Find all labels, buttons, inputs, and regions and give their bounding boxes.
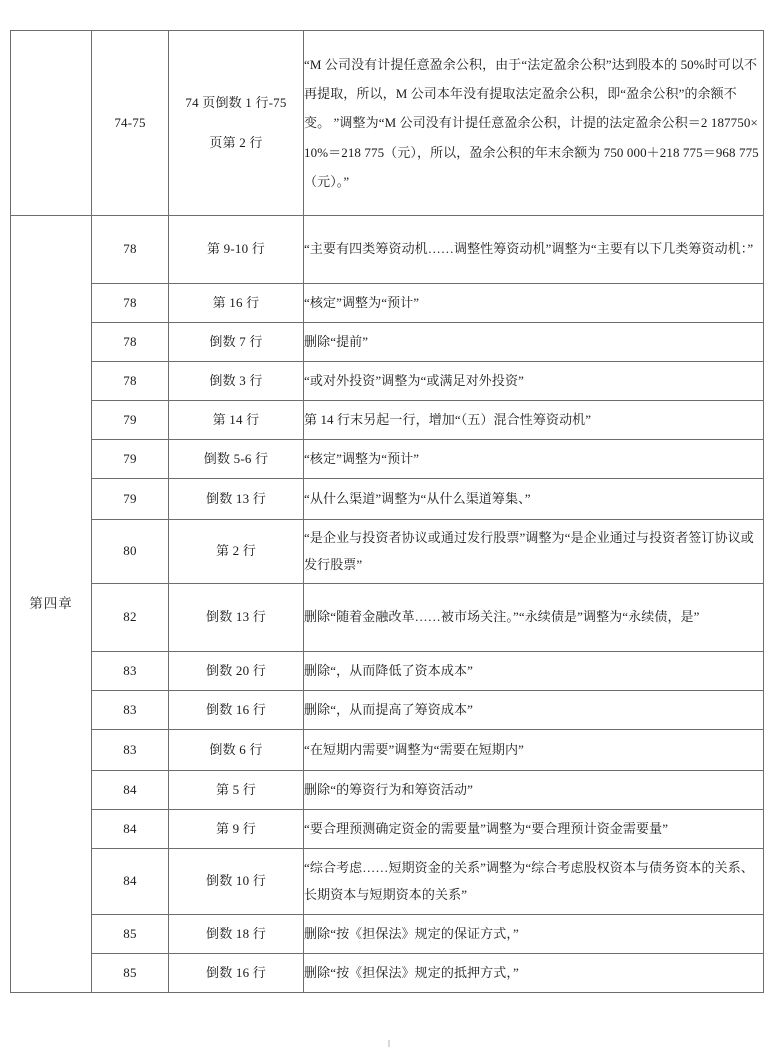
cell-page: 74-75 [92,31,169,216]
cell-line: 倒数 16 行 [169,954,304,993]
table-row [11,691,764,730]
cell-page: 78 [92,216,169,284]
table-row [11,284,764,323]
cell-line: 倒数 10 行 [169,849,304,915]
cell-page: 84 [92,849,169,915]
errata-table [10,30,764,993]
cell-content: 删除“按《担保法》规定的保证方式，” [304,915,764,954]
cell-page: 85 [92,915,169,954]
page-bottom-mark [388,1040,390,1047]
cell-page: 83 [92,730,169,771]
table-row [11,954,764,993]
cell-line: 第 5 行 [169,771,304,810]
cell-line: 倒数 3 行 [169,362,304,401]
cell-content: 删除“，从而降低了资本成本” [304,652,764,691]
cell-line: 倒数 13 行 [169,479,304,520]
cell-content: “M 公司没有计提任意盈余公积，由于“法定盈余公积”达到股本的 50%时可以不再提取，所以，M 公司本年没有提取法定盈余公积，即“盈余公积”的余额不变。 ”调整为“M 公司没有计提任意盈余公积，计提的法定盈余公积＝2 187750×10%＝218 775（元），所以，盈余公积的年末余额为 750 000＋218 775＝968 775（元）。” [304,31,764,216]
cell-page: 84 [92,771,169,810]
cell-page: 78 [92,323,169,362]
cell-line: 第 9-10 行 [169,216,304,284]
cell-page: 78 [92,362,169,401]
cell-content: 第 14 行末另起一行，增加“（五）混合性筹资动机” [304,401,764,440]
table-row [11,584,764,652]
table-row [11,810,764,849]
cell-content: “综合考虑……短期资金的关系”调整为“综合考虑股权资本与债务资本的关系、长期资本与短期资本的关系” [304,849,764,915]
cell-line: 倒数 13 行 [169,584,304,652]
cell-chapter-fourth: 第四章 [11,216,92,993]
cell-line: 倒数 20 行 [169,652,304,691]
cell-page: 79 [92,401,169,440]
cell-line: 倒数 16 行 [169,691,304,730]
cell-content: 删除“随着金融改革……被市场关注。”“永续债是”调整为“永续债，是” [304,584,764,652]
table-row [11,652,764,691]
cell-line: 倒数 7 行 [169,323,304,362]
cell-line: 倒数 5-6 行 [169,440,304,479]
cell-page: 83 [92,691,169,730]
table-row [11,849,764,915]
cell-page: 79 [92,479,169,520]
cell-content: “主要有四类筹资动机……调整性筹资动机”调整为“主要有以下几类筹资动机：” [304,216,764,284]
cell-page: 83 [92,652,169,691]
cell-content: “从什么渠道”调整为“从什么渠道筹集、” [304,479,764,520]
cell-line: 倒数 18 行 [169,915,304,954]
table-row [11,479,764,520]
cell-page: 80 [92,520,169,584]
table-row [11,520,764,584]
cell-line: 第 9 行 [169,810,304,849]
cell-line-part2: 页第 2 行 [209,135,263,150]
cell-content: 删除“，从而提高了筹资成本” [304,691,764,730]
table-row [11,915,764,954]
cell-page: 84 [92,810,169,849]
cell-page: 79 [92,440,169,479]
cell-line-part1: 74 页倒数 1 行-75 [185,95,287,110]
cell-content: 删除“的筹资行为和筹资活动” [304,771,764,810]
cell-content: “是企业与投资者协议或通过发行股票”调整为“是企业通过与投资者签订协议或发行股票” [304,520,764,584]
table-row [11,440,764,479]
cell-content: 删除“按《担保法》规定的抵押方式，” [304,954,764,993]
table-row [11,31,764,216]
cell-page: 82 [92,584,169,652]
table-row [11,323,764,362]
cell-line: 倒数 6 行 [169,730,304,771]
cell-chapter [11,31,92,216]
cell-content: “核定”调整为“预计” [304,284,764,323]
cell-content: “在短期内需要”调整为“需要在短期内” [304,730,764,771]
errata-table-body [11,31,764,993]
cell-line: 第 14 行 [169,401,304,440]
table-row [11,216,764,284]
cell-line: 第 16 行 [169,284,304,323]
table-row [11,730,764,771]
table-row [11,401,764,440]
cell-content: 删除“提前” [304,323,764,362]
cell-content: “或对外投资”调整为“或满足对外投资” [304,362,764,401]
cell-page: 78 [92,284,169,323]
cell-content: “核定”调整为“预计” [304,440,764,479]
cell-content: “要合理预测确定资金的需要量”调整为“要合理预计资金需要量” [304,810,764,849]
cell-page: 85 [92,954,169,993]
cell-line: 第 2 行 [169,520,304,584]
cell-line [169,31,304,216]
table-row [11,362,764,401]
table-row [11,771,764,810]
